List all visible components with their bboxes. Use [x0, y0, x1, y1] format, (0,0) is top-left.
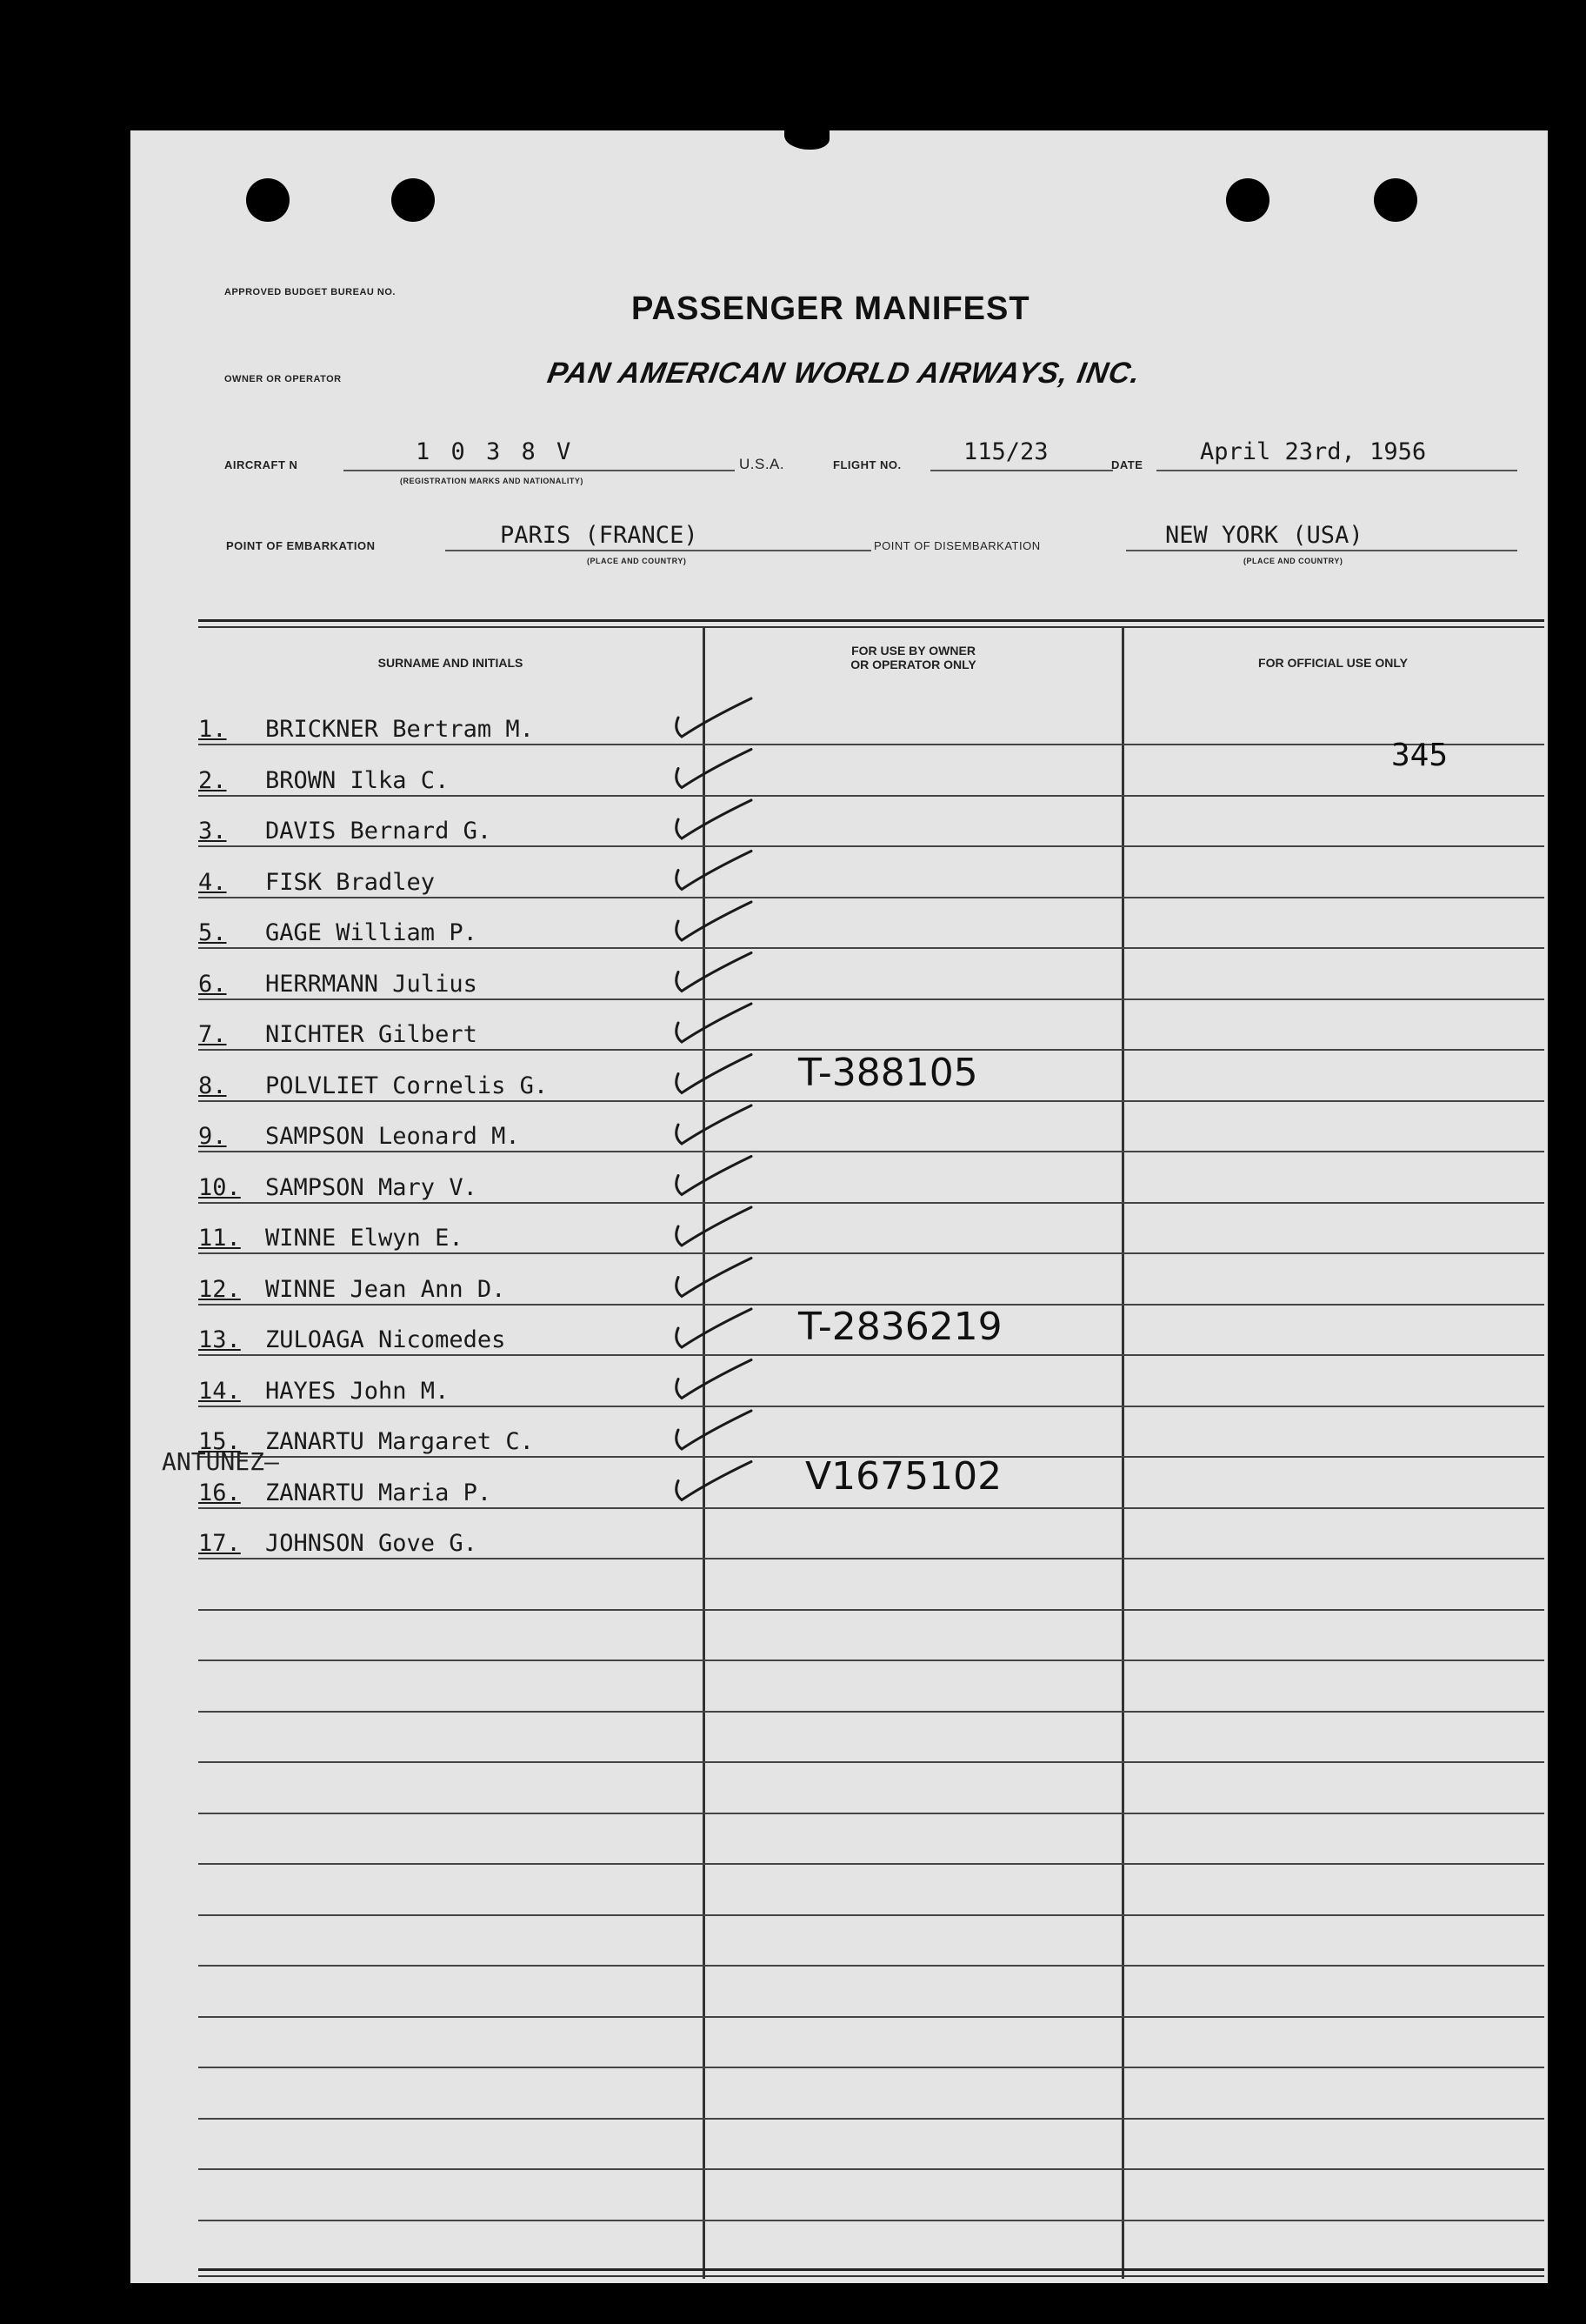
handwritten-row16: V1675102 — [805, 1454, 1003, 1499]
country-label: U.S.A. — [739, 456, 785, 472]
passenger-name: GAGE William P. — [265, 919, 477, 946]
passenger-number: 11. — [198, 1225, 241, 1252]
date-label: DATE — [1111, 458, 1143, 471]
passenger-number: 6. — [198, 970, 227, 998]
passenger-name: WINNE Jean Ann D. — [265, 1275, 506, 1303]
passenger-name: BRICKNER Bertram M. — [265, 716, 534, 743]
disembark-label: POINT OF DISEMBARKATION — [874, 539, 1041, 552]
page-title: PASSENGER MANIFEST — [631, 290, 1030, 327]
passenger-number: 14. — [198, 1377, 241, 1405]
passenger-name: BROWN Ilka C. — [265, 766, 450, 794]
handwritten-prefix-row16: ANTUNEZ— — [162, 1447, 279, 1476]
approval-label: APPROVED BUDGET BUREAU NO. — [224, 287, 396, 297]
check-mark-icon — [676, 698, 751, 737]
passenger-name: POLVLIET Cornelis G. — [265, 1072, 549, 1099]
check-mark-icon — [676, 1360, 751, 1399]
passenger-number: 8. — [198, 1072, 227, 1099]
col-official-header: FOR OFFICIAL USE ONLY — [1258, 656, 1408, 670]
check-mark-icon — [676, 1259, 751, 1297]
check-mark-icon — [676, 750, 751, 788]
passenger-number: 10. — [198, 1173, 241, 1201]
aircraft-sublabel: (REGISTRATION MARKS AND NATIONALITY) — [400, 477, 583, 485]
check-mark-icon — [676, 902, 751, 940]
handwritten-row8: T-388105 — [798, 1051, 978, 1095]
passenger-number: 16. — [198, 1479, 241, 1506]
check-mark-icon — [676, 1105, 751, 1144]
passenger-name: ZANARTU Margaret C. — [265, 1428, 534, 1455]
official-note: 345 — [1391, 738, 1449, 773]
aircraft-value: 1 0 3 8 V — [416, 438, 575, 465]
check-mark-icon — [676, 1157, 751, 1195]
check-mark-icon — [676, 1055, 751, 1093]
passenger-number: 13. — [198, 1326, 241, 1353]
passenger-number: 17. — [198, 1530, 241, 1557]
col-surname-header: SURNAME AND INITIALS — [377, 656, 523, 670]
passenger-name: ZULOAGA Nicomedes — [265, 1326, 506, 1353]
passenger-name: JOHNSON Gove G. — [265, 1530, 477, 1557]
passenger-number: 4. — [198, 868, 227, 896]
aircraft-label: AIRCRAFT N — [224, 458, 298, 471]
passenger-number: 15. — [198, 1428, 241, 1455]
passenger-number: 9. — [198, 1123, 227, 1150]
passenger-number: 12. — [198, 1275, 241, 1303]
date-value: April 23rd, 1956 — [1200, 438, 1427, 465]
disembark-value: NEW YORK (USA) — [1165, 522, 1363, 549]
embark-label: POINT OF EMBARKATION — [226, 539, 376, 552]
check-mark-icon — [676, 1462, 751, 1500]
check-mark-icon — [676, 851, 751, 890]
passenger-name: FISK Bradley — [265, 868, 436, 896]
passenger-name: ZANARTU Maria P. — [265, 1479, 492, 1506]
handwritten-row13: T-2836219 — [798, 1305, 1003, 1349]
passenger-name: DAVIS Bernard G. — [265, 818, 492, 845]
embark-value: PARIS (FRANCE) — [500, 522, 698, 549]
passenger-number: 5. — [198, 919, 227, 946]
check-mark-icon — [676, 800, 751, 838]
check-mark-icon — [676, 953, 751, 992]
embark-sublabel: (PLACE AND COUNTRY) — [587, 557, 687, 565]
passenger-name: NICHTER Gilbert — [265, 1021, 477, 1048]
flight-label: FLIGHT NO. — [833, 458, 902, 471]
company-name: PAN AMERICAN WORLD AIRWAYS, INC. — [544, 357, 1143, 390]
check-mark-icon — [676, 1309, 751, 1347]
col-owner-header-2: OR OPERATOR ONLY — [850, 658, 976, 671]
passenger-number: 3. — [198, 818, 227, 845]
check-mark-icon — [676, 1411, 751, 1449]
passenger-number: 2. — [198, 766, 227, 794]
flight-value: 115/23 — [963, 438, 1049, 465]
passenger-name: SAMPSON Leonard M. — [265, 1123, 520, 1150]
passenger-number: 7. — [198, 1021, 227, 1048]
disembark-sublabel: (PLACE AND COUNTRY) — [1243, 557, 1343, 565]
passenger-name: HERRMANN Julius — [265, 970, 477, 998]
passenger-name: WINNE Elwyn E. — [265, 1225, 463, 1252]
check-mark-icon — [676, 1004, 751, 1042]
check-mark-icon — [676, 1207, 751, 1245]
passenger-name: SAMPSON Mary V. — [265, 1173, 477, 1201]
col-owner-header-1: FOR USE BY OWNER — [851, 644, 976, 658]
passenger-name: HAYES John M. — [265, 1377, 450, 1405]
owner-label: OWNER OR OPERATOR — [224, 374, 342, 384]
passenger-number: 1. — [198, 716, 227, 743]
